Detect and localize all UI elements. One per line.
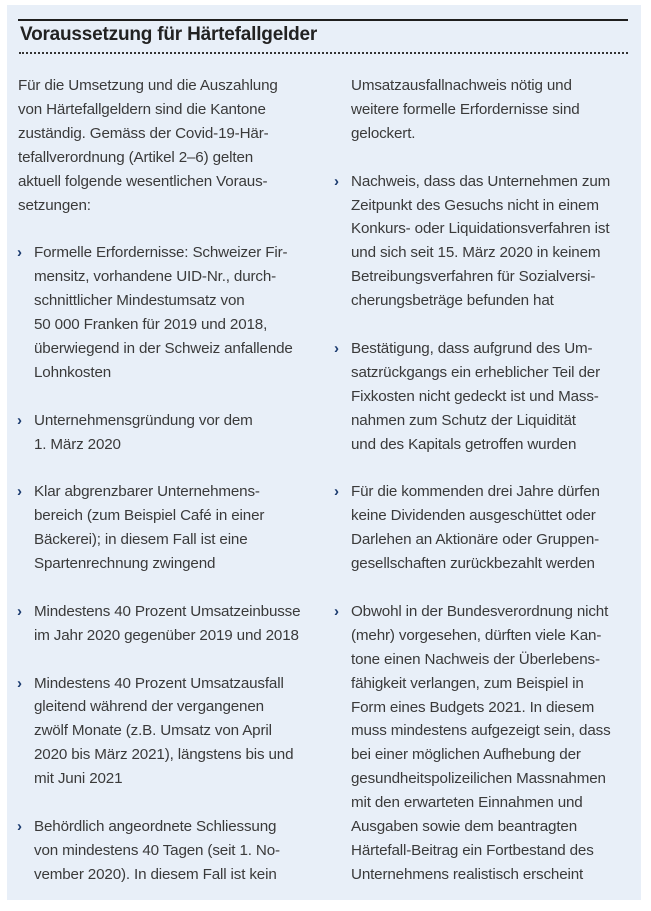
left-column xyxy=(18,74,318,911)
list-item xyxy=(18,480,318,576)
top-rule xyxy=(18,19,628,21)
text-line: Mindestens 40 Prozent Umsatzausfall xyxy=(34,674,284,692)
text-line: von mindestens 40 Tagen (seit 1. No- xyxy=(34,841,280,859)
text-line: Härtefall-Beitrag ein Fortbestand des xyxy=(351,841,594,859)
text-line: gelockert. xyxy=(351,124,416,142)
chevron-right-icon: › xyxy=(17,244,22,262)
text-line: und sich seit 15. März 2020 in keinem xyxy=(351,244,601,262)
text-line: weitere formelle Erfordernisse sind xyxy=(351,100,580,118)
text-line: bereich (zum Beispiel Café in einer xyxy=(34,507,265,525)
text-line: Bäckerei); in diesem Fall ist eine xyxy=(34,531,248,549)
list-item xyxy=(335,337,635,457)
chevron-right-icon: › xyxy=(334,483,339,501)
text-line: Klar abgrenzbarer Unternehmens- xyxy=(34,483,260,501)
bullet-continuation xyxy=(335,74,635,146)
text-line: Bestätigung, dass aufgrund des Um- xyxy=(351,339,593,357)
text-line: Fixkosten nicht gedeckt ist und Mass- xyxy=(351,387,599,405)
text-line: 1. März 2020 xyxy=(34,435,121,453)
right-bullet-list xyxy=(335,170,635,887)
text-line: nahmen zum Schutz der Liquidität xyxy=(351,411,576,429)
text-line: zwölf Monate (z.B. Umsatz von April xyxy=(34,722,272,740)
intro-paragraph xyxy=(18,74,318,217)
left-bullet-list xyxy=(18,241,318,886)
text-line: von Härtefallgeldern sind die Kantone xyxy=(18,100,266,118)
text-line: keine Dividenden ausgeschüttet oder xyxy=(351,507,596,525)
text-line: tefallverordnung (Artikel 2–6) gelten xyxy=(18,148,254,166)
chevron-right-icon: › xyxy=(17,483,22,501)
chevron-right-icon: › xyxy=(17,602,22,620)
text-line: gesellschaften zurückbezahlt werden xyxy=(351,555,595,573)
list-item xyxy=(18,672,318,792)
text-line: muss mindestens aufgezeigt sein, dass xyxy=(351,722,611,740)
text-line: (mehr) vorgesehen, dürften viele Kan- xyxy=(351,626,602,644)
list-item xyxy=(335,170,635,313)
text-line: Für die Umsetzung und die Auszahlung xyxy=(18,77,278,94)
box-title: Voraussetzung für Härtefallgelder xyxy=(20,24,318,45)
text-line: Umsatzausfallnachweis nötig und xyxy=(351,77,572,94)
text-line: Ausgaben sowie dem beantragten xyxy=(351,818,578,836)
text-line: Nachweis, dass das Unternehmen zum xyxy=(351,172,611,190)
text-line: Behördlich angeordnete Schliessung xyxy=(34,818,277,835)
text-line: satzrückgangs ein erheblicher Teil der xyxy=(351,363,600,381)
text-line: zuständig. Gemäss der Covid-19-Här- xyxy=(18,124,269,142)
text-line: Konkurs- oder Liquidationsverfahren ist xyxy=(351,220,610,238)
text-line: fähigkeit verlangen, zum Beispiel in xyxy=(351,674,584,692)
list-item xyxy=(335,600,635,887)
text-line: cherungsbeträge befunden hat xyxy=(351,292,554,310)
text-line: Unternehmens realistisch erscheint xyxy=(351,865,584,883)
text-line: im Jahr 2020 gegenüber 2019 und 2018 xyxy=(34,626,299,644)
list-item xyxy=(335,480,635,576)
chevron-right-icon: › xyxy=(17,411,22,429)
text-line: Lohnkosten xyxy=(34,363,112,381)
text-line: Form eines Budgets 2021. In diesem xyxy=(351,698,595,716)
text-line: 50 000 Franken für 2019 und 2018, xyxy=(34,316,268,334)
text-line: Obwohl in der Bundesverordnung nicht xyxy=(351,602,609,620)
chevron-right-icon: › xyxy=(334,172,339,190)
text-line: aktuell folgende wesentlichen Voraus- xyxy=(18,172,268,190)
text-line: Formelle Erfordernisse: Schweizer Fir- xyxy=(34,244,288,262)
text-line: schnittlicher Mindestumsatz von xyxy=(34,292,245,310)
dotted-divider xyxy=(19,52,628,54)
text-line: gleitend während der vergangenen xyxy=(34,698,264,716)
list-item xyxy=(18,409,318,457)
text-line: Spartenrechnung zwingend xyxy=(34,555,216,573)
text-line: bei einer möglichen Aufhebung der xyxy=(351,746,581,764)
right-column xyxy=(335,74,635,911)
text-line: mit den erwarteten Einnahmen und xyxy=(351,794,583,812)
text-line: Mindestens 40 Prozent Umsatzeinbusse xyxy=(34,602,301,620)
chevron-right-icon: › xyxy=(334,339,339,357)
text-line: Unternehmensgründung vor dem xyxy=(34,411,253,429)
text-line: und des Kapitals getroffen wurden xyxy=(351,435,577,453)
text-line: mensitz, vorhandene UID-Nr., durch- xyxy=(34,268,277,286)
list-item xyxy=(18,815,318,887)
chevron-right-icon: › xyxy=(334,602,339,620)
text-line: überwiegend in der Schweiz anfallende xyxy=(34,339,293,357)
text-line: mit Juni 2021 xyxy=(34,770,123,788)
text-line: vember 2020). In diesem Fall ist kein xyxy=(34,865,277,883)
list-item xyxy=(18,600,318,648)
text-line: setzungen: xyxy=(18,196,91,214)
text-line: 2020 bis März 2021), längstens bis und xyxy=(34,746,294,764)
text-line: Für die kommenden drei Jahre dürfen xyxy=(351,483,600,501)
text-line: gesundheitspolizeilichen Massnahmen xyxy=(351,770,606,788)
text-line: Darlehen an Aktionäre oder Gruppen- xyxy=(351,531,600,549)
chevron-right-icon: › xyxy=(17,674,22,692)
text-line: Zeitpunkt des Gesuchs nicht in einem xyxy=(351,196,599,214)
text-line: tone einen Nachweis der Überlebens- xyxy=(351,650,600,668)
chevron-right-icon: › xyxy=(17,818,22,835)
list-item xyxy=(18,241,318,384)
text-line: Betreibungsverfahren für Sozialversi- xyxy=(351,268,596,286)
